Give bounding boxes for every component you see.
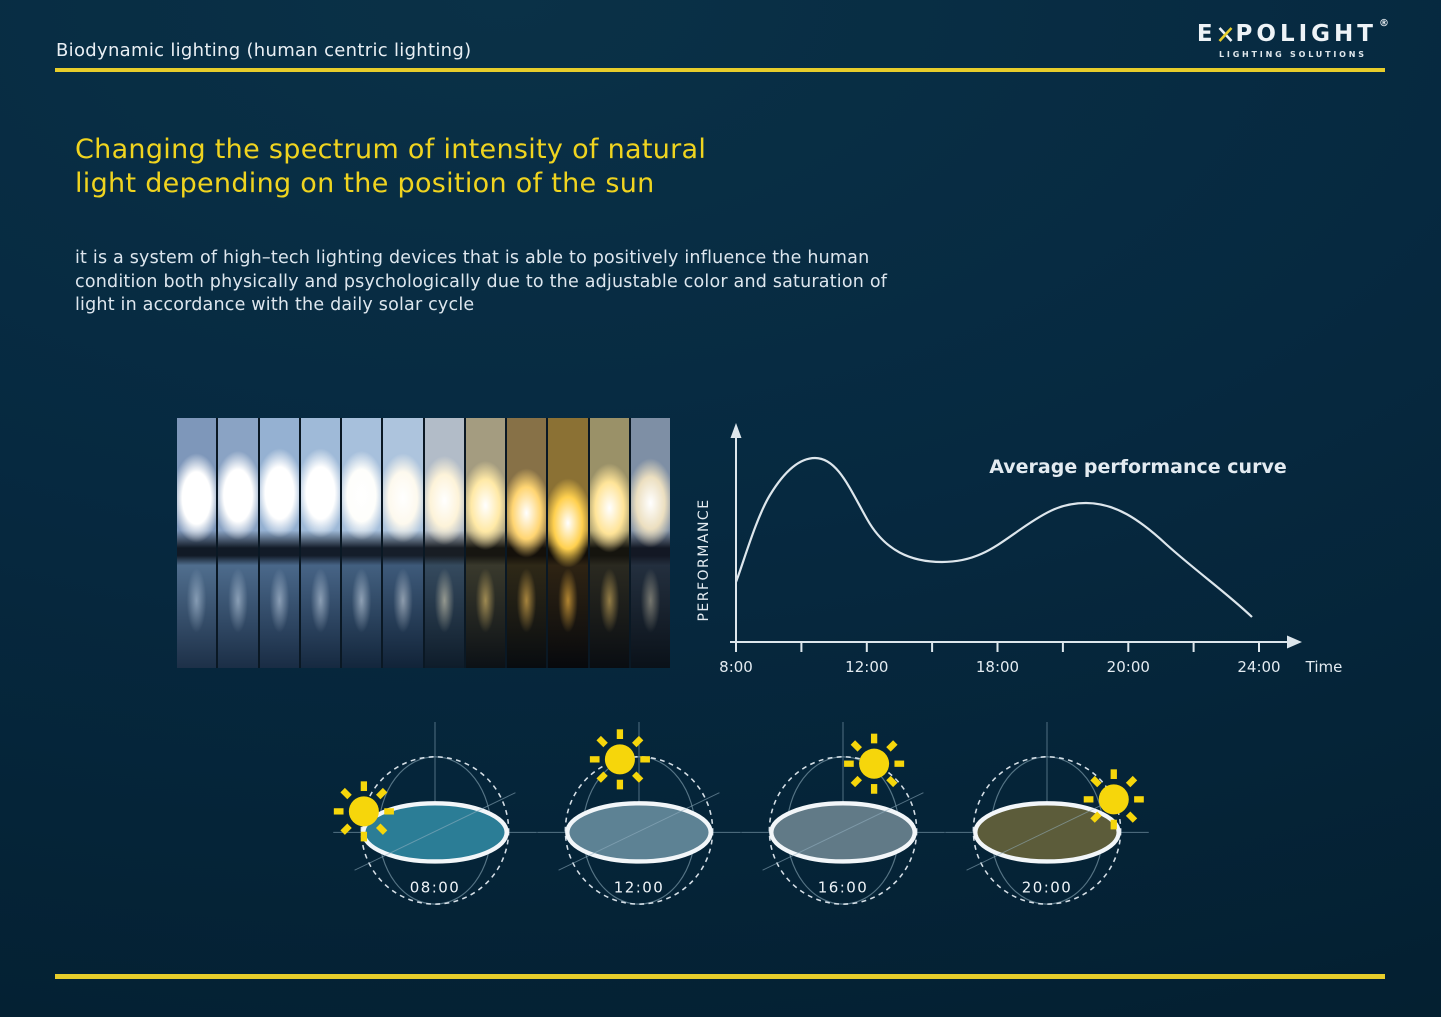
logo-x-icon <box>1217 26 1234 43</box>
x-tick-label: 18:00 <box>975 658 1020 676</box>
time-label: 08:00 <box>409 878 461 897</box>
time-label: 16:00 <box>817 878 869 897</box>
horizon-plane-ellipse <box>567 803 710 861</box>
sky-panel <box>548 418 589 668</box>
chart-x-axis-label: Time <box>1305 658 1343 676</box>
sun-diagrams <box>333 720 1149 939</box>
sky-panel <box>590 418 631 668</box>
logo-brand-suffix: POLIGHT <box>1235 21 1377 47</box>
performance-curve <box>736 458 1252 617</box>
sky-panel <box>383 418 424 668</box>
header-divider <box>55 68 1385 72</box>
logo-brand <box>1196 18 1389 47</box>
sun-icon <box>590 729 650 789</box>
slide-heading <box>75 133 706 201</box>
sky-panel <box>218 418 259 668</box>
body-line: light in accordance with the daily solar cycle <box>75 295 475 315</box>
page-title: Biodynamic lighting (human centric lighting) <box>56 40 472 61</box>
time-label: 20:00 <box>1021 878 1073 897</box>
time-label: 12:00 <box>613 878 665 897</box>
chart-title: Average performance curve <box>989 456 1287 478</box>
intro-paragraph <box>75 247 887 318</box>
sun-icon <box>844 734 904 794</box>
x-tick-label: 20:00 <box>1106 658 1150 676</box>
sky-panel <box>260 418 301 668</box>
body-line: it is a system of high–tech lighting devices that is able to positively influence the human <box>75 248 870 268</box>
x-tick-label: 8:00 <box>719 658 753 676</box>
x-axis-arrow-icon <box>1287 636 1302 649</box>
x-tick-label: 12:00 <box>845 658 889 676</box>
sky-panel <box>342 418 383 668</box>
registered-mark: ® <box>1379 18 1389 29</box>
sun-position-diagram <box>537 720 741 939</box>
sky-panel <box>466 418 507 668</box>
sky-panel <box>177 418 218 668</box>
sky-panel <box>301 418 342 668</box>
x-tick-label: 24:00 <box>1237 658 1281 676</box>
sun-position-diagram <box>741 720 945 939</box>
sky-panel <box>631 418 670 668</box>
footer-divider <box>55 974 1385 979</box>
sky-panel <box>425 418 466 668</box>
chart-y-axis-label: PERFORMANCE <box>696 498 712 622</box>
sun-position-diagram <box>333 720 537 939</box>
x-axis-ticks <box>736 642 1259 652</box>
sky-panel <box>507 418 548 668</box>
body-line: condition both physically and psychologically due to the adjustable color and saturation of <box>75 271 888 292</box>
heading-line: light depending on the position of the sun <box>75 168 655 199</box>
heading-line: Changing the spectrum of intensity of natural <box>75 134 707 165</box>
photo-strip <box>177 418 670 668</box>
logo-brand-prefix: E <box>1196 21 1217 47</box>
sun-position-diagram <box>945 720 1149 939</box>
y-axis-arrow-icon <box>731 423 742 438</box>
logo-tagline: LIGHTING SOLUTIONS <box>1219 50 1367 59</box>
sun-icon <box>1084 769 1144 829</box>
performance-chart <box>690 410 1350 700</box>
expolight-logo <box>1196 18 1389 59</box>
horizon-plane-ellipse <box>771 803 914 861</box>
sun-icon <box>334 781 394 841</box>
